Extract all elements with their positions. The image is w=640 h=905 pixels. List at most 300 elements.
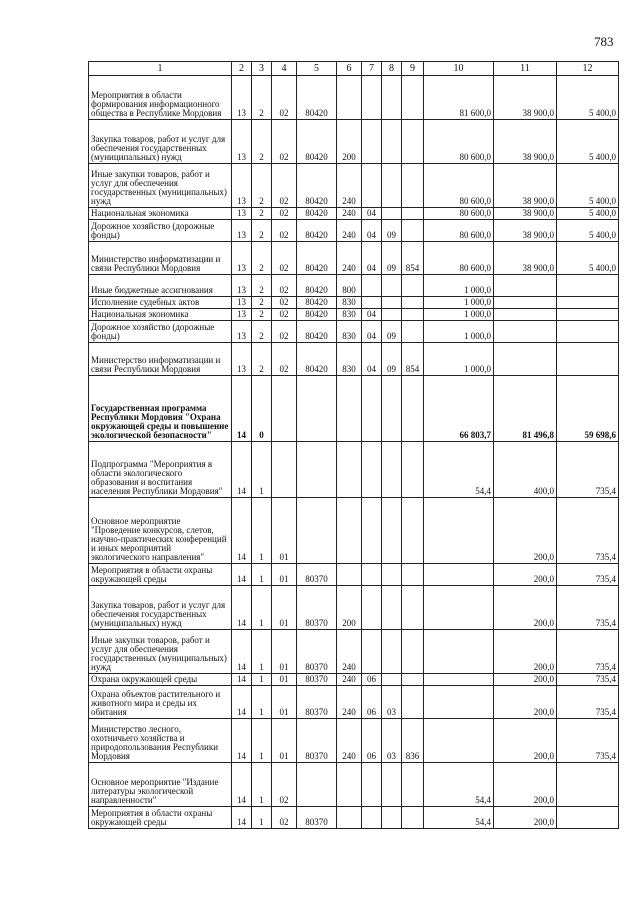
cell-gp: 14 — [232, 674, 252, 686]
cell-grbs — [402, 807, 424, 829]
cell-vr — [337, 498, 362, 564]
cell-year-2: 38 900,0 — [494, 120, 557, 164]
cell-pr — [382, 586, 402, 630]
cell-vr: 240 — [337, 208, 362, 220]
cell-pr: 03 — [382, 719, 402, 763]
cell-year-3: 5 400,0 — [557, 220, 619, 242]
cell-gp: 13 — [232, 220, 252, 242]
cell-pr: 09 — [382, 242, 402, 275]
cell-direction: 80420 — [297, 208, 337, 220]
cell-vr: 240 — [337, 674, 362, 686]
cell-gp: 14 — [232, 586, 252, 630]
cell-pp: 1 — [252, 630, 272, 674]
cell-vr — [337, 807, 362, 829]
cell-name: Дорожное хозяйство (дорожные фонды) — [89, 321, 232, 343]
cell-om: 02 — [272, 220, 297, 242]
cell-grbs: 854 — [402, 242, 424, 275]
table-row — [89, 208, 619, 220]
cell-name: Министерство информатизации и связи Республики Мордовия — [89, 343, 232, 376]
cell-name: Закупка товаров, работ и услуг для обеспечения государственных (муниципальных) нужд — [89, 120, 232, 164]
cell-om: 02 — [272, 309, 297, 321]
cell-direction — [297, 498, 337, 564]
cell-vr: 240 — [337, 220, 362, 242]
cell-year-2: 200,0 — [494, 498, 557, 564]
cell-rz: 04 — [362, 242, 382, 275]
cell-vr: 240 — [337, 630, 362, 674]
cell-year-1: 1 000,0 — [424, 297, 494, 309]
col-header: 1 — [89, 62, 232, 76]
cell-direction: 80370 — [297, 564, 337, 586]
cell-om — [272, 442, 297, 498]
cell-year-1: 1 000,0 — [424, 321, 494, 343]
cell-name: Иные закупки товаров, работ и услуг для обеспечения государственных (муниципальных) нужд — [89, 164, 232, 208]
cell-direction: 80370 — [297, 586, 337, 630]
cell-pp: 2 — [252, 220, 272, 242]
cell-year-1: 1 000,0 — [424, 309, 494, 321]
cell-grbs — [402, 630, 424, 674]
cell-year-3: 735,4 — [557, 564, 619, 586]
cell-direction: 80420 — [297, 242, 337, 275]
cell-year-2 — [494, 309, 557, 321]
cell-pp: 2 — [252, 275, 272, 297]
cell-pr — [382, 564, 402, 586]
cell-rz — [362, 164, 382, 208]
cell-year-1 — [424, 498, 494, 564]
cell-direction: 80370 — [297, 719, 337, 763]
cell-year-3 — [557, 275, 619, 297]
cell-name: Иные бюджетные ассигнования — [89, 275, 232, 297]
cell-om: 02 — [272, 343, 297, 376]
table-row — [89, 564, 619, 586]
cell-grbs — [402, 321, 424, 343]
col-header: 3 — [252, 62, 272, 76]
cell-grbs — [402, 763, 424, 807]
cell-grbs — [402, 76, 424, 120]
table-row — [89, 220, 619, 242]
cell-year-3 — [557, 763, 619, 807]
cell-year-1 — [424, 674, 494, 686]
table-row — [89, 164, 619, 208]
table-row — [89, 719, 619, 763]
cell-grbs: 854 — [402, 343, 424, 376]
cell-om: 01 — [272, 630, 297, 674]
cell-grbs — [402, 498, 424, 564]
cell-year-1 — [424, 630, 494, 674]
table-row — [89, 309, 619, 321]
cell-vr: 830 — [337, 309, 362, 321]
cell-grbs — [402, 442, 424, 498]
cell-year-1 — [424, 586, 494, 630]
cell-pp: 2 — [252, 208, 272, 220]
cell-vr: 830 — [337, 297, 362, 309]
cell-vr: 830 — [337, 321, 362, 343]
col-header: 2 — [232, 62, 252, 76]
cell-year-1: 1 000,0 — [424, 275, 494, 297]
cell-year-2: 200,0 — [494, 586, 557, 630]
cell-year-1 — [424, 686, 494, 719]
col-header: 7 — [362, 62, 382, 76]
cell-pr — [382, 674, 402, 686]
cell-year-3: 735,4 — [557, 686, 619, 719]
col-header: 12 — [557, 62, 619, 76]
cell-grbs — [402, 564, 424, 586]
cell-vr: 240 — [337, 686, 362, 719]
cell-pp: 0 — [252, 376, 272, 442]
cell-grbs — [402, 376, 424, 442]
cell-year-2: 81 496,8 — [494, 376, 557, 442]
cell-year-1: 80 600,0 — [424, 242, 494, 275]
cell-year-2: 200,0 — [494, 630, 557, 674]
col-header: 8 — [382, 62, 402, 76]
table-row — [89, 343, 619, 376]
cell-rz: 04 — [362, 220, 382, 242]
cell-om: 01 — [272, 586, 297, 630]
cell-pp: 1 — [252, 498, 272, 564]
col-header: 10 — [424, 62, 494, 76]
cell-pp: 2 — [252, 164, 272, 208]
cell-rz — [362, 376, 382, 442]
cell-pr — [382, 309, 402, 321]
cell-rz: 04 — [362, 208, 382, 220]
col-header: 9 — [402, 62, 424, 76]
cell-year-3: 735,4 — [557, 586, 619, 630]
cell-vr: 240 — [337, 719, 362, 763]
cell-year-2: 400,0 — [494, 442, 557, 498]
cell-year-3: 735,4 — [557, 719, 619, 763]
cell-year-2: 200,0 — [494, 763, 557, 807]
cell-year-3: 735,4 — [557, 498, 619, 564]
cell-year-1: 54,4 — [424, 807, 494, 829]
cell-pr — [382, 120, 402, 164]
cell-year-3 — [557, 297, 619, 309]
cell-gp: 14 — [232, 376, 252, 442]
cell-om: 01 — [272, 498, 297, 564]
cell-pp: 2 — [252, 343, 272, 376]
cell-rz — [362, 763, 382, 807]
cell-pp: 1 — [252, 807, 272, 829]
cell-year-1: 80 600,0 — [424, 208, 494, 220]
cell-name: Закупка товаров, работ и услуг для обеспечения государственных (муниципальных) нужд — [89, 586, 232, 630]
cell-grbs — [402, 275, 424, 297]
cell-name: Государственная программа Республики Мордовия "Охрана окружающей среды и повышение экологической безопасности" — [89, 376, 232, 442]
cell-year-1: 54,4 — [424, 763, 494, 807]
cell-rz — [362, 120, 382, 164]
cell-pr — [382, 442, 402, 498]
cell-rz — [362, 498, 382, 564]
cell-name: Дорожное хозяйство (дорожные фонды) — [89, 220, 232, 242]
cell-name: Основное мероприятие "Издание литературы экологической направленности" — [89, 763, 232, 807]
cell-gp: 13 — [232, 343, 252, 376]
cell-direction: 80420 — [297, 297, 337, 309]
cell-pp: 2 — [252, 76, 272, 120]
table-row — [89, 242, 619, 275]
cell-year-3: 5 400,0 — [557, 164, 619, 208]
cell-year-2: 200,0 — [494, 719, 557, 763]
cell-rz — [362, 275, 382, 297]
cell-name: Национальная экономика — [89, 309, 232, 321]
cell-gp: 13 — [232, 242, 252, 275]
cell-direction — [297, 763, 337, 807]
cell-gp: 13 — [232, 120, 252, 164]
cell-vr: 200 — [337, 586, 362, 630]
cell-year-2: 38 900,0 — [494, 76, 557, 120]
cell-om — [272, 376, 297, 442]
cell-gp: 13 — [232, 309, 252, 321]
cell-name: Министерство информатизации и связи Республики Мордовия — [89, 242, 232, 275]
cell-om: 02 — [272, 164, 297, 208]
table-row — [89, 120, 619, 164]
cell-om: 01 — [272, 719, 297, 763]
cell-rz — [362, 297, 382, 309]
cell-om: 02 — [272, 76, 297, 120]
col-header: 5 — [297, 62, 337, 76]
cell-pr: 09 — [382, 343, 402, 376]
cell-year-3 — [557, 343, 619, 376]
col-header: 6 — [337, 62, 362, 76]
cell-direction: 80370 — [297, 807, 337, 829]
cell-gp: 14 — [232, 630, 252, 674]
cell-year-1: 66 803,7 — [424, 376, 494, 442]
cell-pp: 1 — [252, 442, 272, 498]
cell-gp: 14 — [232, 442, 252, 498]
cell-om: 02 — [272, 763, 297, 807]
table-row — [89, 76, 619, 120]
cell-gp: 13 — [232, 321, 252, 343]
cell-grbs: 836 — [402, 719, 424, 763]
cell-pp: 1 — [252, 719, 272, 763]
cell-om: 01 — [272, 686, 297, 719]
cell-direction: 80420 — [297, 309, 337, 321]
cell-year-2: 38 900,0 — [494, 220, 557, 242]
cell-pp: 1 — [252, 686, 272, 719]
cell-year-1: 80 600,0 — [424, 220, 494, 242]
cell-vr — [337, 442, 362, 498]
table-row — [89, 275, 619, 297]
cell-pr — [382, 164, 402, 208]
cell-year-1: 80 600,0 — [424, 120, 494, 164]
table-row — [89, 763, 619, 807]
cell-year-2 — [494, 297, 557, 309]
cell-year-3: 5 400,0 — [557, 76, 619, 120]
cell-year-3 — [557, 807, 619, 829]
cell-rz — [362, 442, 382, 498]
cell-om: 01 — [272, 564, 297, 586]
cell-year-1 — [424, 719, 494, 763]
cell-year-2 — [494, 343, 557, 376]
cell-vr: 830 — [337, 343, 362, 376]
cell-year-3: 5 400,0 — [557, 120, 619, 164]
cell-direction — [297, 442, 337, 498]
cell-direction: 80420 — [297, 220, 337, 242]
cell-direction: 80420 — [297, 275, 337, 297]
cell-name: Основное мероприятие "Проведение конкурсов, слетов, научно-практических конференций и иных мероприятий экологического направления" — [89, 498, 232, 564]
cell-direction: 80420 — [297, 76, 337, 120]
cell-grbs — [402, 674, 424, 686]
cell-name: Подпрограмма "Мероприятия в области экологического образования и воспитания населения Республики Мордовия" — [89, 442, 232, 498]
cell-year-3: 5 400,0 — [557, 242, 619, 275]
cell-pr — [382, 297, 402, 309]
table-row — [89, 376, 619, 442]
cell-gp: 13 — [232, 208, 252, 220]
cell-vr — [337, 76, 362, 120]
cell-year-3: 5 400,0 — [557, 208, 619, 220]
cell-year-1: 80 600,0 — [424, 164, 494, 208]
cell-year-1: 1 000,0 — [424, 343, 494, 376]
cell-direction — [297, 376, 337, 442]
cell-direction: 80370 — [297, 686, 337, 719]
cell-grbs — [402, 120, 424, 164]
cell-om: 02 — [272, 120, 297, 164]
cell-year-2: 38 900,0 — [494, 208, 557, 220]
header-row — [89, 62, 619, 76]
cell-year-2: 38 900,0 — [494, 242, 557, 275]
cell-year-2 — [494, 275, 557, 297]
cell-pr — [382, 208, 402, 220]
cell-name: Иные закупки товаров, работ и услуг для обеспечения государственных (муниципальных) нужд — [89, 630, 232, 674]
cell-rz — [362, 807, 382, 829]
col-header: 11 — [494, 62, 557, 76]
cell-year-3: 735,4 — [557, 442, 619, 498]
table-row — [89, 686, 619, 719]
cell-gp: 14 — [232, 807, 252, 829]
cell-rz — [362, 586, 382, 630]
cell-gp: 14 — [232, 498, 252, 564]
cell-pp: 2 — [252, 242, 272, 275]
cell-pr: 09 — [382, 321, 402, 343]
cell-vr: 240 — [337, 164, 362, 208]
cell-direction: 80420 — [297, 120, 337, 164]
cell-rz — [362, 564, 382, 586]
cell-gp: 13 — [232, 164, 252, 208]
cell-rz: 04 — [362, 309, 382, 321]
cell-pr — [382, 630, 402, 674]
cell-year-2 — [494, 321, 557, 343]
cell-vr: 240 — [337, 242, 362, 275]
cell-name: Национальная экономика — [89, 208, 232, 220]
cell-pr — [382, 76, 402, 120]
cell-direction: 80370 — [297, 674, 337, 686]
cell-year-3: 735,4 — [557, 630, 619, 674]
cell-grbs — [402, 309, 424, 321]
cell-pr: 03 — [382, 686, 402, 719]
cell-pp: 2 — [252, 321, 272, 343]
col-header: 4 — [272, 62, 297, 76]
cell-name: Исполнение судебных актов — [89, 297, 232, 309]
cell-name: Министерство лесного, охотничьего хозяйства и природопользования Республики Мордовия — [89, 719, 232, 763]
cell-direction: 80370 — [297, 630, 337, 674]
cell-name: Мероприятия в области формирования информационного общества в Республике Мордовия — [89, 76, 232, 120]
cell-gp: 13 — [232, 275, 252, 297]
cell-year-3 — [557, 309, 619, 321]
cell-gp: 13 — [232, 297, 252, 309]
cell-name: Мероприятия в области охраны окружающей среды — [89, 807, 232, 829]
cell-direction: 80420 — [297, 321, 337, 343]
cell-direction: 80420 — [297, 343, 337, 376]
cell-pr — [382, 763, 402, 807]
budget-table — [88, 61, 619, 829]
cell-year-3 — [557, 321, 619, 343]
table-row — [89, 586, 619, 630]
cell-rz — [362, 630, 382, 674]
cell-om: 02 — [272, 242, 297, 275]
cell-pp: 1 — [252, 564, 272, 586]
cell-year-2: 200,0 — [494, 807, 557, 829]
cell-gp: 14 — [232, 763, 252, 807]
cell-rz: 06 — [362, 674, 382, 686]
cell-year-1 — [424, 564, 494, 586]
cell-gp: 14 — [232, 686, 252, 719]
cell-pp: 1 — [252, 763, 272, 807]
cell-pp: 2 — [252, 120, 272, 164]
cell-year-2: 200,0 — [494, 686, 557, 719]
cell-grbs — [402, 297, 424, 309]
cell-grbs — [402, 220, 424, 242]
cell-om: 02 — [272, 208, 297, 220]
cell-gp: 14 — [232, 564, 252, 586]
cell-year-1: 54,4 — [424, 442, 494, 498]
cell-vr — [337, 763, 362, 807]
table-row — [89, 442, 619, 498]
table-row — [89, 630, 619, 674]
table-row — [89, 321, 619, 343]
cell-pr — [382, 376, 402, 442]
cell-name: Мероприятия в области охраны окружающей среды — [89, 564, 232, 586]
cell-pr — [382, 275, 402, 297]
cell-om: 01 — [272, 674, 297, 686]
table-row — [89, 674, 619, 686]
table-row — [89, 498, 619, 564]
cell-gp: 14 — [232, 719, 252, 763]
cell-om: 02 — [272, 321, 297, 343]
cell-pp: 1 — [252, 586, 272, 630]
cell-name: Охрана окружающей среды — [89, 674, 232, 686]
cell-vr — [337, 564, 362, 586]
cell-pr: 09 — [382, 220, 402, 242]
cell-year-2: 200,0 — [494, 674, 557, 686]
table-row — [89, 807, 619, 829]
cell-rz: 04 — [362, 321, 382, 343]
cell-gp: 13 — [232, 76, 252, 120]
cell-rz: 06 — [362, 686, 382, 719]
cell-om: 02 — [272, 297, 297, 309]
cell-pp: 2 — [252, 297, 272, 309]
cell-year-3: 59 698,6 — [557, 376, 619, 442]
cell-rz: 06 — [362, 719, 382, 763]
cell-grbs — [402, 208, 424, 220]
cell-om: 02 — [272, 807, 297, 829]
cell-grbs — [402, 686, 424, 719]
cell-om: 02 — [272, 275, 297, 297]
cell-year-3: 735,4 — [557, 674, 619, 686]
cell-grbs — [402, 164, 424, 208]
cell-rz — [362, 76, 382, 120]
cell-vr — [337, 376, 362, 442]
cell-direction: 80420 — [297, 164, 337, 208]
cell-name: Охрана объектов растительного и животного мира и среды их обитания — [89, 686, 232, 719]
cell-year-2: 38 900,0 — [494, 164, 557, 208]
cell-vr: 200 — [337, 120, 362, 164]
cell-year-2: 200,0 — [494, 564, 557, 586]
cell-pp: 2 — [252, 309, 272, 321]
cell-year-1: 81 600,0 — [424, 76, 494, 120]
cell-rz: 04 — [362, 343, 382, 376]
cell-pr — [382, 807, 402, 829]
table-row — [89, 297, 619, 309]
cell-pr — [382, 498, 402, 564]
page-number: 783 — [594, 34, 614, 49]
cell-grbs — [402, 586, 424, 630]
cell-vr: 800 — [337, 275, 362, 297]
